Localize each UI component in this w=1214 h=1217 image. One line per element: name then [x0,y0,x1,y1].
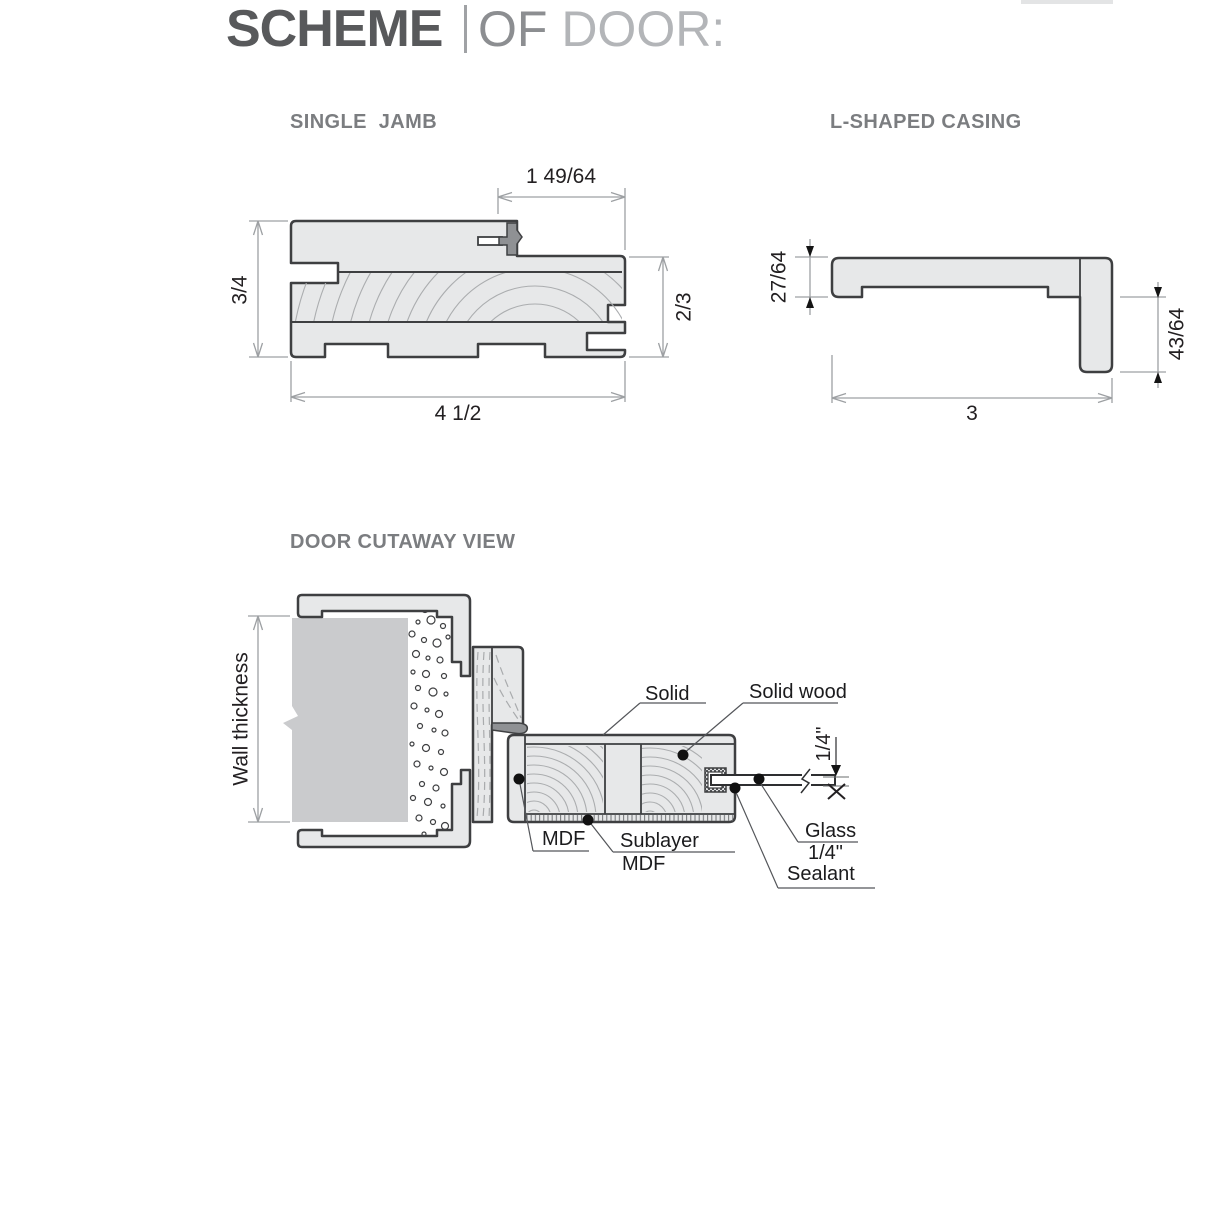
label-sublayer-line1: Sublayer [620,830,699,852]
dim-jamb-left: 3/4 [228,275,252,305]
door-cutaway-drawing [248,595,875,916]
single-jamb-title: SINGLE JAMB [290,111,438,133]
label-mdf: MDF [542,828,586,850]
dim-jamb-bottom: 4 1/2 [434,402,482,425]
door-panel-section [508,735,735,822]
page-subtitle [478,1,726,57]
smart-seal [492,723,527,734]
dim-jamb-right: 2/3 [672,292,696,322]
wall-section [283,618,408,822]
wall-thickness-dimension [248,616,290,822]
dim-casing-left: 27/64 [767,250,791,304]
label-sealant: Sealant [787,863,855,885]
sublayer-hatch [526,815,733,821]
glass-pane [711,775,835,785]
dim-casing-bottom: 3 [966,402,978,425]
title-separator [464,5,467,53]
l-shaped-casing-title: L-SHAPED CASING [830,111,1022,133]
dim-jamb-top: 1 49/64 [525,165,597,188]
page-title: SCHEME [226,0,443,58]
glass-thickness-dim-label: 1/4" [813,726,835,762]
cutaway-title: DOOR CUTAWAY VIEW [290,531,516,553]
wall-thickness-label: Wall thickness [229,652,253,786]
label-solid: Solid [645,683,690,705]
label-solid-wood: Solid wood [749,681,847,703]
dim-casing-right: 43/64 [1165,307,1189,361]
label-glass-line2: 1/4" [808,842,843,864]
label-sublayer-line2: MDF [622,853,666,875]
subtitle-door: DOOR: [561,1,726,57]
foam-bubbles [409,601,450,836]
label-glass-line1: Glass [805,820,857,842]
subtitle-of: OF [478,1,562,57]
cropped-logo-sliver [1021,0,1113,4]
l-shaped-casing-drawing [795,239,1166,403]
